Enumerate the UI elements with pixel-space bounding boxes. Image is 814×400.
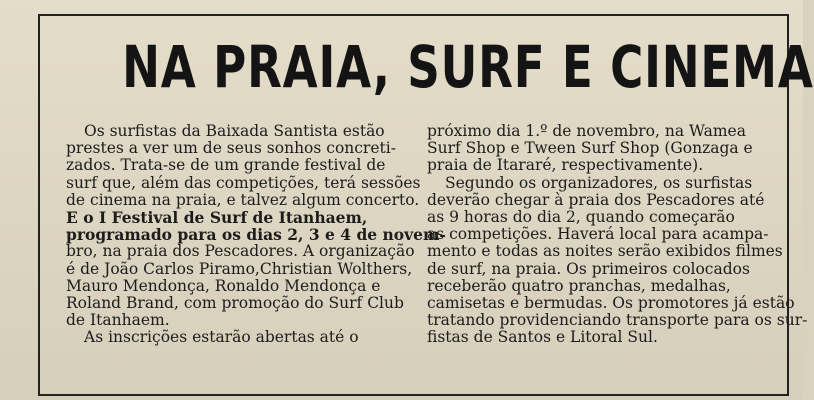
text-line: praia de Itararé, respectivamente). (427, 156, 704, 175)
text-line: mento e todas as noites serão exibidos filmes (427, 242, 783, 261)
text-line: prestes a ver um de seus sonhos concreti- (66, 139, 396, 158)
text-line: fistas de Santos e Litoral Sul. (427, 328, 658, 347)
text-line: as competições. Haverá local para acampa- (427, 225, 769, 244)
text-line: E o I Festival de Surf de Itanhaem, (66, 208, 368, 228)
text-line: tratando providenciando transporte para os sur- (427, 311, 808, 330)
article-column-right (427, 122, 808, 347)
text-line: Os surfistas da Baixada Santista estão (84, 122, 385, 140)
text-line: As inscrições estarão abertas até o (84, 328, 359, 347)
text-line: camisetas e bermudas. Os promotores já estão (427, 294, 795, 313)
text-line: bro, na praia dos Pescadores. A organização (66, 242, 415, 261)
text-line: de Itanhaem. (66, 311, 170, 330)
text-line: zados. Trata-se de um grande festival de (66, 156, 386, 175)
text-line: Roland Brand, com promoção do Surf Club (66, 294, 404, 313)
text-line: as 9 horas do dia 2, quando começarão (427, 208, 735, 227)
article-column-left (66, 122, 446, 347)
article-headline: NA PRAIA, SURF E CINEMA (122, 33, 814, 101)
text-line: surf que, além das competições, terá sessões (66, 173, 421, 192)
text-line: Mauro Mendonça, Ronaldo Mendonça e (66, 276, 381, 295)
text-line: programado para os dias 2, 3 e 4 de novem- (66, 225, 446, 245)
text-line: receberão quatro pranchas, medalhas, (427, 276, 731, 295)
text-line: de surf, na praia. Os primeiros colocados (427, 259, 750, 278)
text-line: de cinema na praia, e talvez algum concerto. (66, 190, 420, 209)
text-line: Segundo os organizadores, os surfistas (445, 173, 753, 192)
text-line: Surf Shop e Tween Surf Shop (Gonzaga e (427, 139, 753, 158)
text-line: próximo dia 1.º de novembro, na Wamea (427, 122, 746, 140)
text-line: é de João Carlos Piramo,Christian Wolthers, (66, 259, 413, 278)
text-line: deverão chegar à praia dos Pescadores até (427, 190, 765, 209)
